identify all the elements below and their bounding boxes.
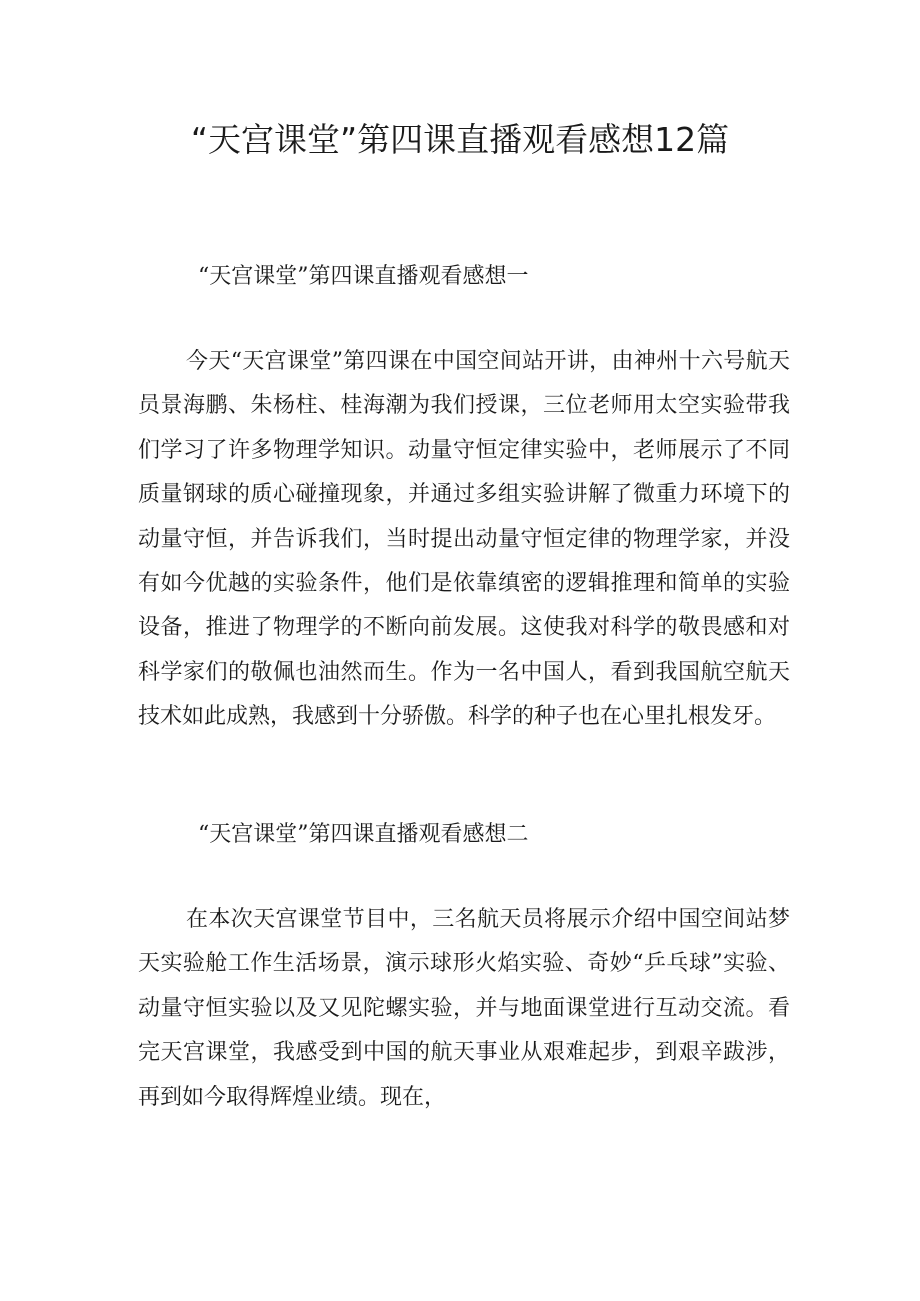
section-heading-2: “天宫课堂”第四课直播观看感想二 bbox=[198, 822, 529, 847]
document-title: “天宫课堂”第四课直播观看感想12篇 bbox=[190, 120, 730, 159]
section-heading-1: “天宫课堂”第四课直播观看感想一 bbox=[198, 264, 529, 289]
section-paragraph-2: 在本次天宫课堂节目中，三名航天员将展示介绍中国空间站梦天实验舱工作生活场景，演示球形火焰实验、奇妙“乒乓球”实验、动量守恒实验以及又见陀螺实验，并与地面课堂进行互动交流。看完天宫课堂，我感受到中国的航天事业从艰难起步，到艰辛跋涉，再到如今取得辉煌业绩。现在， bbox=[138, 907, 790, 1110]
section-paragraph-1: 今天“天宫课堂”第四课在中国空间站开讲，由神州十六号航天员景海鹏、朱杨柱、桂海潮为我们授课，三位老师用太空实验带我们学习了许多物理学知识。动量守恒定律实验中，老师展示了不同质量钢球的质心碰撞现象，并通过多组实验讲解了微重力环境下的动量守恒，并告诉我们，当时提出动量守恒定律的物理学家，并没有如今优越的实验条件，他们是依靠缜密的逻辑推理和简单的实验设备，推进了物理学的不断向前发展。这使我对科学的敬畏感和对科学家们的敬佩也油然而生。作为一名中国人，看到我国航空航天技术如此成熟，我感到十分骄傲。科学的种子也在心里扎根发牙。 bbox=[138, 349, 790, 730]
